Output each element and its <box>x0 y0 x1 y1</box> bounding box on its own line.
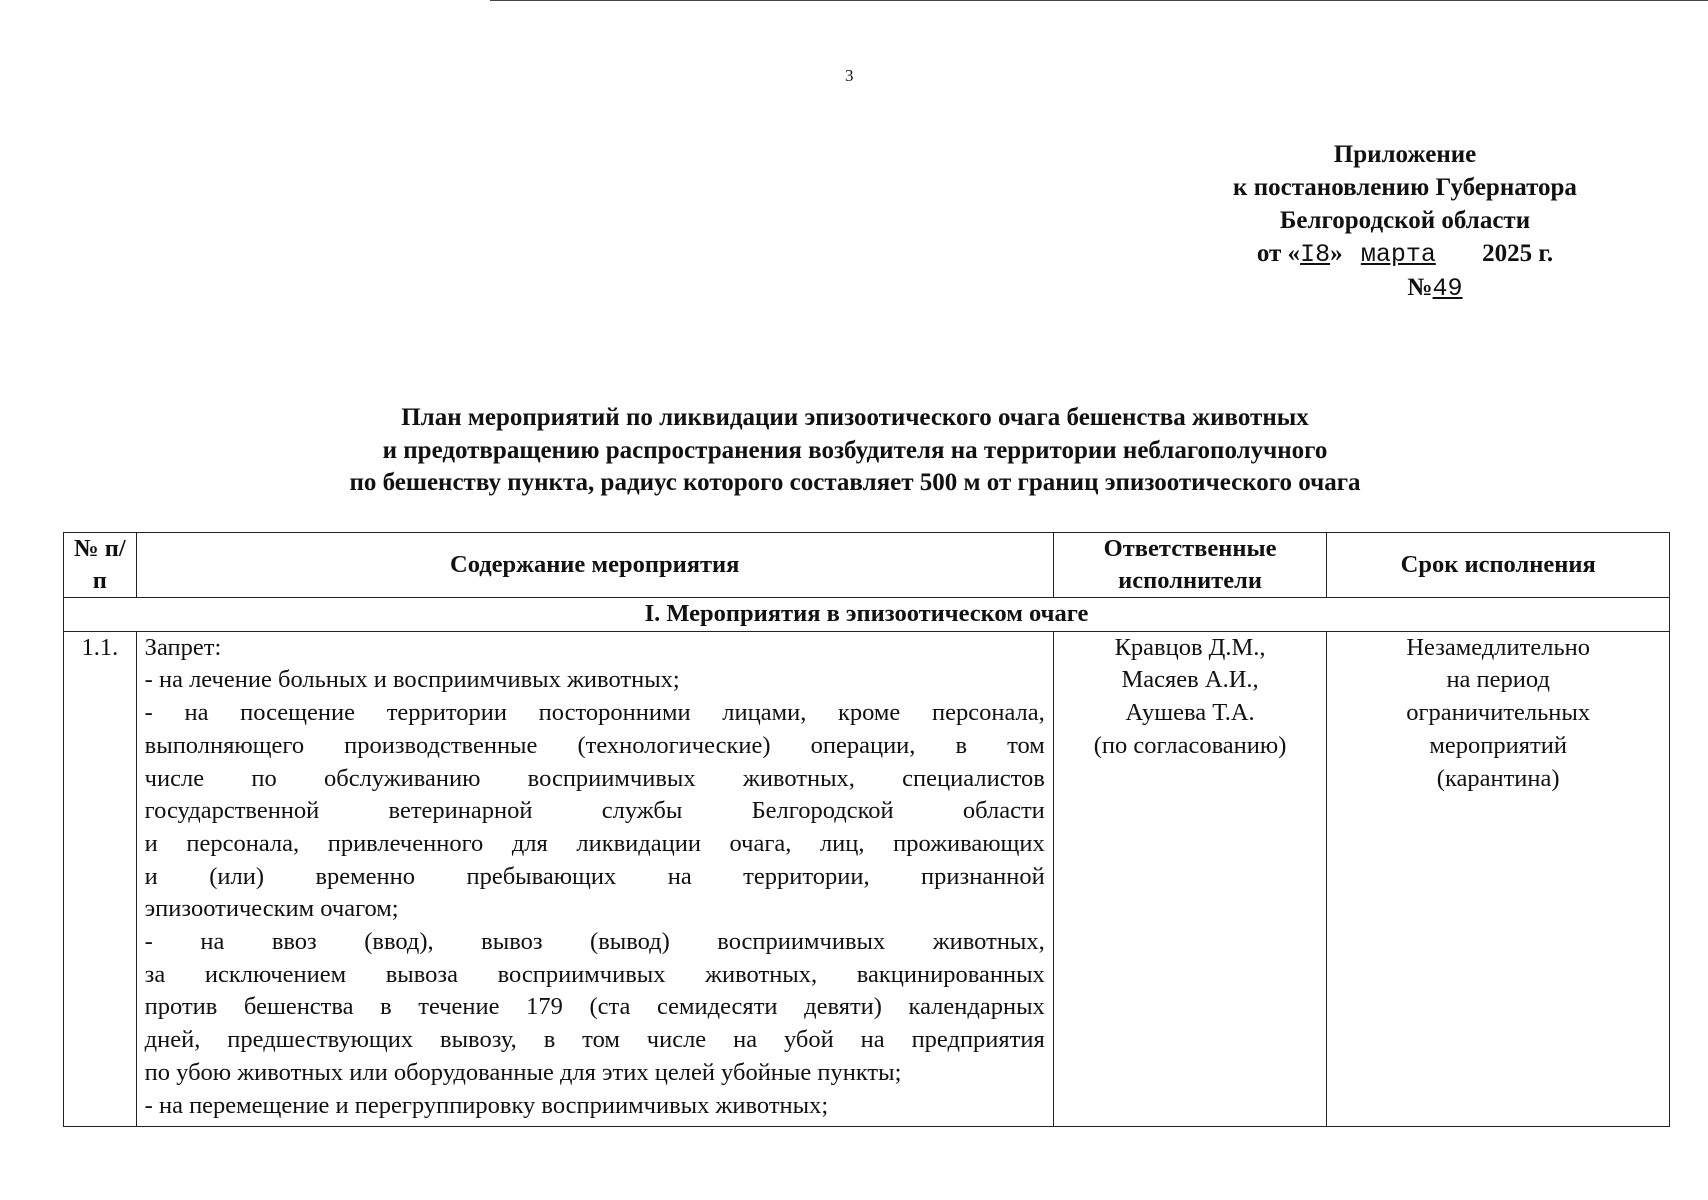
header-term: Срок исполнения <box>1327 533 1670 598</box>
appendix-line1: Приложение <box>1333 141 1477 168</box>
top-edge-line <box>490 0 1708 1</box>
row-num: 1.1. <box>64 631 137 1126</box>
date-month: марта <box>1360 240 1436 269</box>
content-line: против бешенства в течение 179 (ста семидесяти девяти) календарных <box>144 993 1045 1021</box>
term-line: на период <box>1446 666 1550 694</box>
responsible-line: Аушева Т.А. <box>1125 699 1255 727</box>
appendix-line3: Белгородской области <box>1279 207 1531 234</box>
content-line: - на перемещение и перегруппировку восприимчивых животных; <box>144 1091 829 1119</box>
row-responsible <box>1053 631 1327 1126</box>
plan-table <box>63 532 1670 1127</box>
term-line: Незамедлительно <box>1406 633 1590 661</box>
section-row <box>64 598 1670 632</box>
content-line: по убою животных или оборудованные для этих целей убойные пункты; <box>144 1058 902 1086</box>
content-line: государственной ветеринарной службы Белгородской области <box>144 797 1045 825</box>
date-prefix: от « <box>1256 240 1301 267</box>
content-line: - на посещение территории посторонними лицами, кроме персонала, <box>144 699 1045 727</box>
header-responsible: Ответственные исполнители <box>1053 533 1327 598</box>
term-line: ограничительных <box>1406 699 1591 727</box>
date-day: I8 <box>1300 240 1331 269</box>
page-number: 3 <box>845 66 854 85</box>
content-line: эпизоотическим очагом; <box>144 895 399 923</box>
number-value: 49 <box>1432 274 1463 303</box>
row-content <box>136 631 1053 1126</box>
row-term <box>1327 631 1670 1126</box>
title-line2: и предотвращению распространения возбудителя на территории неблагополучного <box>382 436 1328 464</box>
number-prefix: № <box>1407 274 1433 301</box>
content-line: - на лечение больных и восприимчивых животных; <box>144 666 680 694</box>
content-line: числе по обслуживанию восприимчивых животных, специалистов <box>144 764 1045 792</box>
content-line: и персонала, привлеченного для ликвидации очага, лиц, проживающих <box>144 829 1045 857</box>
content-line: дней, предшествующих вывозу, в том числе на убой на предприятия <box>144 1026 1045 1054</box>
title-line1: План мероприятий по ликвидации эпизоотического очага бешенства животных <box>401 404 1309 431</box>
responsible-line: Масяев А.И., <box>1121 666 1259 694</box>
appendix-number <box>1180 271 1630 305</box>
header-num: № п/п <box>64 533 137 598</box>
content-line: Запрет: <box>144 633 222 661</box>
appendix-line2: к постановлению Губернатора <box>1233 174 1577 201</box>
table-header-row <box>64 533 1670 598</box>
table-row <box>64 631 1670 1126</box>
responsible-line: Кравцов Д.М., <box>1114 633 1266 661</box>
date-year: 2025 г. <box>1482 240 1554 267</box>
content-line: и (или) временно пребывающих на территории, признанной <box>144 862 1045 890</box>
title-line3: по бешенству пункта, радиус которого составляет 500 м от границ эпизоотического очага <box>349 469 1361 496</box>
appendix-date <box>1180 237 1630 271</box>
section-title: I. Мероприятия в эпизоотическом очаге <box>64 598 1670 632</box>
content-line: выполняющего производственные (технологические) операции, в том <box>144 731 1045 759</box>
header-content: Содержание мероприятия <box>136 533 1053 598</box>
content-line: за исключением вывоза восприимчивых животных, вакцинированных <box>144 960 1045 988</box>
date-mid: » <box>1330 240 1343 267</box>
responsible-line: (по согласованию) <box>1093 731 1287 759</box>
appendix-block <box>1180 138 1630 305</box>
term-line: (карантина) <box>1436 764 1560 792</box>
term-line: мероприятий <box>1429 731 1567 759</box>
content-line: - на ввоз (ввод), вывоз (вывод) восприимчивых животных, <box>144 928 1045 956</box>
document-title <box>200 402 1510 500</box>
